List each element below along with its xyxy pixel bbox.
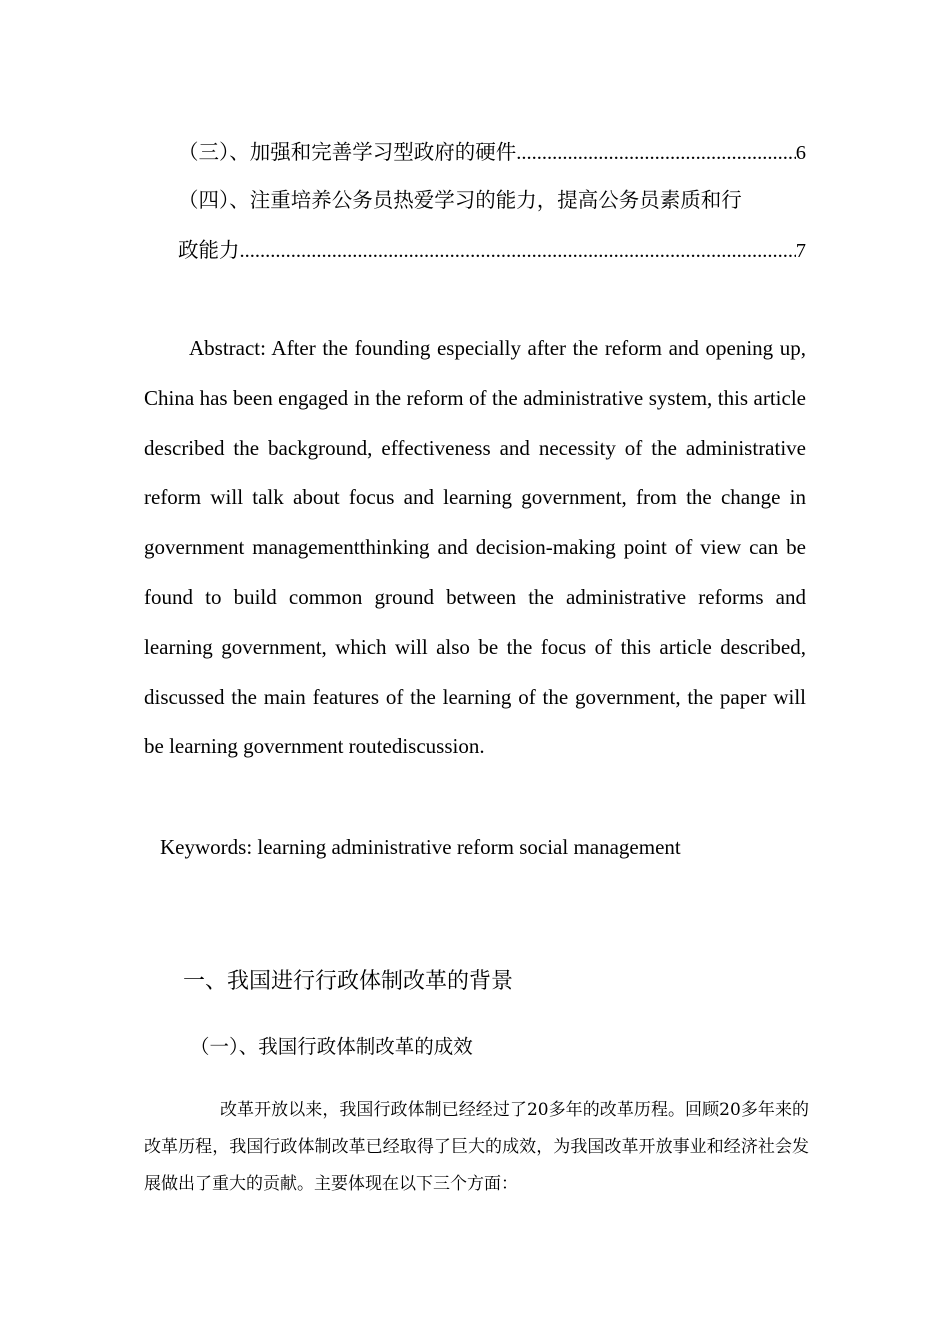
toc-entry-continued[interactable]	[178, 236, 806, 265]
toc-entry-title-line1: （四）、注重培养公务员热爱学习的能力，提高公务员素质和行	[178, 188, 742, 212]
keywords-line: Keywords: learning administrative reform social management	[160, 835, 681, 859]
toc-leader-dots	[516, 139, 796, 167]
toc-entry[interactable]	[178, 186, 806, 214]
section-heading: 一、我国进行行政体制改革的背景	[183, 969, 514, 994]
toc-entry-title-line2: 政能力	[178, 238, 240, 262]
body-paragraph: 改革开放以来，我国行政体制已经经过了20多年的改革历程。回顾20多年来的改革历程，我国行政体制改革已经取得了巨大的成效，为我国改革开放事业和经济社会发展做出了重大的贡献。主要体现在以下三个方面：	[144, 1100, 809, 1194]
abstract-paragraph: Abstract: After the founding especially after the reform and opening up, China has been engaged in the reform of the administrative system, this article described the background, effectiveness and necessity of the administrative reform will talk about focus and learning government, from the change in government managementthinking and decision-making point of view can be found to build common ground between the administrative reforms and learning government, which will also be the focus of this article described, discussed the main features of the learning of the government, the paper will be learning government routediscussion.	[144, 336, 806, 759]
toc-entry[interactable]	[178, 138, 806, 167]
toc-page-number: 6	[795, 142, 806, 164]
toc-entry-title: （三）、加强和完善学习型政府的硬件	[178, 140, 517, 164]
toc-page-number: 7	[795, 240, 806, 262]
section-subheading: （一）、我国行政体制改革的成效	[190, 1035, 473, 1058]
toc-leader-dots	[240, 237, 796, 265]
